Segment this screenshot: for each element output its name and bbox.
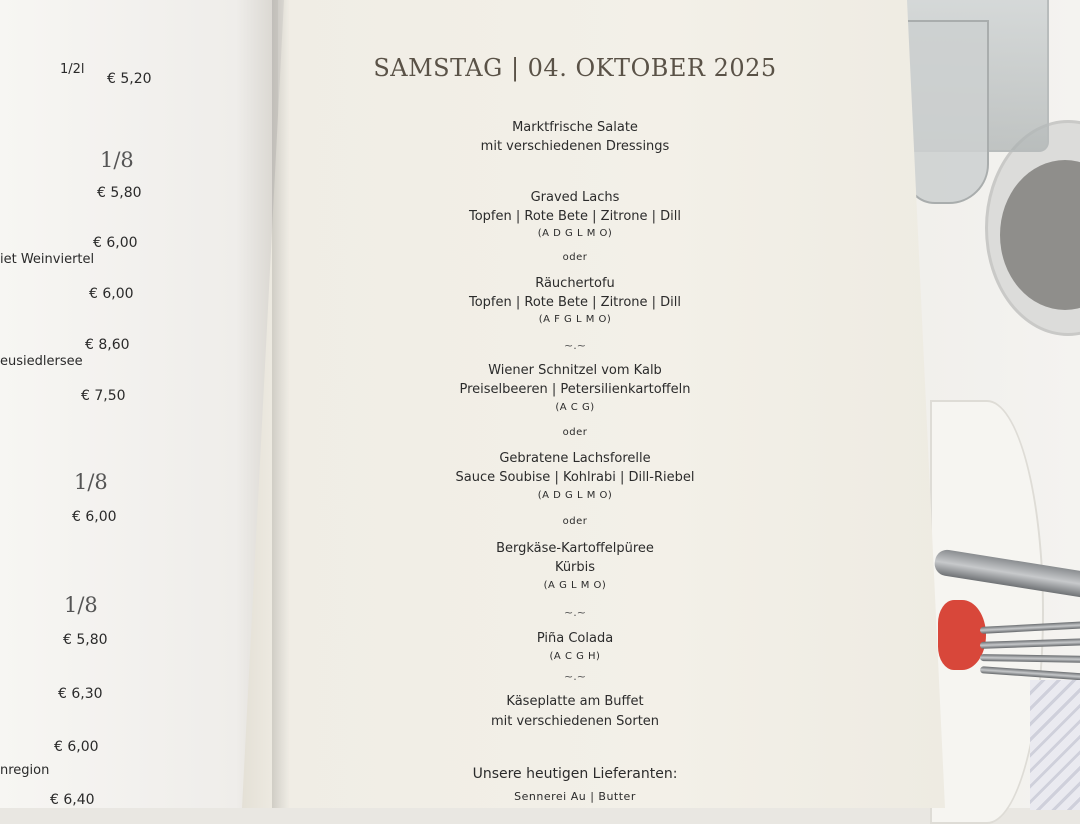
suppliers-heading: Unsere heutigen Lieferanten: bbox=[472, 766, 678, 782]
page-fold-shadow bbox=[272, 0, 290, 808]
price-label: € 5,80 bbox=[97, 185, 142, 201]
price-label: € 6,40 bbox=[50, 792, 95, 808]
dish-description: Topfen | Rote Bete | Zitrone | Dill bbox=[468, 295, 682, 310]
allergen-codes: (A D G L M O) bbox=[537, 490, 613, 501]
price-label: € 6,00 bbox=[89, 286, 134, 302]
or-separator: oder bbox=[562, 252, 588, 263]
supplier-line: Sennerei Au | Butter bbox=[514, 790, 636, 803]
price-label: € 6,30 bbox=[58, 686, 103, 702]
price-label: € 5,80 bbox=[63, 632, 108, 648]
dish-name: Räuchertofu bbox=[535, 276, 615, 291]
region-label: nregion bbox=[0, 763, 50, 778]
price-label: € 8,60 bbox=[85, 337, 130, 353]
price-label: € 5,20 bbox=[107, 71, 152, 87]
course-separator: ~.~ bbox=[564, 606, 586, 619]
or-separator: oder bbox=[562, 427, 588, 438]
dish-description: Topfen | Rote Bete | Zitrone | Dill bbox=[468, 209, 682, 224]
cheese-line: mit verschiedenen Sorten bbox=[490, 714, 660, 729]
size-label: 1/8 bbox=[64, 593, 98, 617]
allergen-codes: (A C G H) bbox=[549, 651, 601, 662]
region-label: eusiedlersee bbox=[0, 354, 83, 369]
tomato-slice bbox=[938, 600, 986, 670]
left-menu-page bbox=[0, 0, 278, 808]
course-separator: ~.~ bbox=[564, 670, 586, 683]
napkin bbox=[1030, 680, 1080, 810]
dish-name: Piña Colada bbox=[536, 631, 614, 646]
allergen-codes: (A D G L M O) bbox=[537, 228, 613, 239]
menu-date-title: SAMSTAG | 04. OKTOBER 2025 bbox=[373, 54, 777, 82]
dish-name: Wiener Schnitzel vom Kalb bbox=[488, 363, 662, 378]
allergen-codes: (A C G) bbox=[555, 402, 595, 413]
dish-name: Gebratene Lachsforelle bbox=[499, 451, 651, 466]
dish-name: Graved Lachs bbox=[530, 190, 620, 205]
size-label: 1/8 bbox=[100, 148, 134, 172]
price-label: € 6,00 bbox=[93, 235, 138, 251]
size-label: 1/2l bbox=[60, 62, 85, 77]
dish-name: Bergkäse-Kartoffelpüree bbox=[496, 541, 654, 556]
dish-description: Kürbis bbox=[554, 560, 596, 575]
allergen-codes: (A F G L M O) bbox=[538, 314, 612, 325]
salad-line: Marktfrische Salate bbox=[512, 120, 638, 135]
salad-line: mit verschiedenen Dressings bbox=[480, 139, 670, 154]
dish-description: Sauce Soubise | Kohlrabi | Dill-Riebel bbox=[455, 470, 695, 485]
water-glass bbox=[905, 20, 989, 204]
course-separator: ~.~ bbox=[564, 339, 586, 352]
price-label: € 6,00 bbox=[72, 509, 117, 525]
price-label: € 7,50 bbox=[81, 388, 126, 404]
cheese-line: Käseplatte am Buffet bbox=[506, 694, 644, 709]
or-separator: oder bbox=[562, 516, 588, 527]
price-label: € 6,00 bbox=[54, 739, 99, 755]
size-label: 1/8 bbox=[74, 470, 108, 494]
region-label: iet Weinviertel bbox=[0, 252, 95, 267]
allergen-codes: (A G L M O) bbox=[543, 580, 607, 591]
dish-description: Preiselbeeren | Petersilienkartoffeln bbox=[459, 382, 691, 397]
